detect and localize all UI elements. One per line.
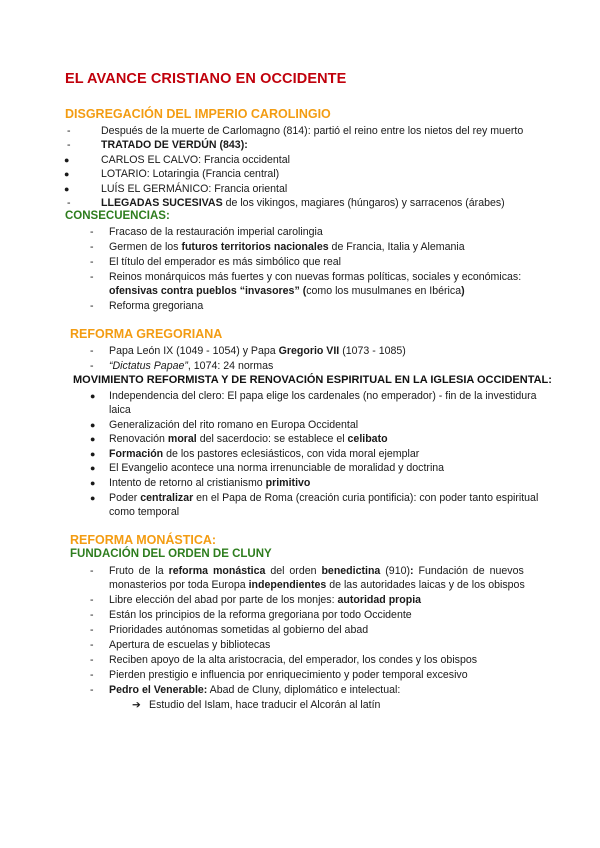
text-span: de las autoridades laicas y de los obispos xyxy=(326,579,525,591)
page-title: EL AVANCE CRISTIANO EN OCCIDENTE xyxy=(65,71,347,87)
dash-marker: - xyxy=(90,654,94,666)
list-item xyxy=(109,491,538,505)
dash-marker: - xyxy=(90,684,94,696)
list-item: Fracaso de la restauración imperial carolingia xyxy=(109,226,323,238)
bullet-marker: ● xyxy=(64,169,70,179)
bold-text: primitivo xyxy=(265,477,311,489)
bullet-marker: ● xyxy=(90,463,96,473)
italic-text: “Dictatus Papae” xyxy=(109,360,188,372)
text-span: Papa León IX (1049 - 1054) y Papa xyxy=(109,345,279,357)
text-span: Fruto de la xyxy=(109,565,169,577)
list-item: Están los principios de la reforma gregoriana por todo Occidente xyxy=(109,609,412,621)
dash-marker: - xyxy=(67,125,71,137)
dash-marker: - xyxy=(67,139,71,151)
bullet-marker: ● xyxy=(90,420,96,430)
list-item xyxy=(109,344,406,358)
bold-text: Gregorio VII xyxy=(278,345,340,357)
dash-marker: - xyxy=(67,197,71,209)
list-item: Reforma gregoriana xyxy=(109,300,204,312)
bold-text: reforma monástica xyxy=(168,565,266,577)
dash-marker: - xyxy=(90,639,94,651)
bullet-marker: ● xyxy=(64,184,70,194)
text-span: del sacerdocio: se establece el xyxy=(196,433,348,445)
text-line: Después de la muerte de Carlomagno (814): partió el reino entre los nietos del rey muerto xyxy=(101,125,524,137)
arrow-icon: ➔ xyxy=(132,699,141,711)
dash-marker: - xyxy=(90,256,94,268)
dash-marker: - xyxy=(90,565,94,577)
bold-text: autoridad propia xyxy=(337,594,422,606)
dash-marker: - xyxy=(90,241,94,253)
bold-text: ) xyxy=(461,285,465,297)
dash-marker: - xyxy=(90,669,94,681)
list-item xyxy=(109,564,537,578)
dash-marker: - xyxy=(90,300,94,312)
list-item: LUÍS EL GERMÁNICO: Francia oriental xyxy=(101,183,288,195)
bold-text: Pedro el Venerable: xyxy=(109,684,208,696)
list-item xyxy=(109,683,400,697)
text-span: como los musulmanes en Ibérica xyxy=(306,285,462,297)
list-item: Reinos monárquicos más fuertes y con nuevas formas políticas, sociales y económicas: xyxy=(109,271,522,283)
text-line xyxy=(101,196,505,210)
bullet-marker: ● xyxy=(90,434,96,444)
list-item: Generalización del rito romano en Europa Occidental xyxy=(109,419,359,431)
dash-marker: - xyxy=(90,360,94,372)
dash-marker: - xyxy=(90,271,94,283)
text-span: Intento de retorno al cristianismo xyxy=(109,477,266,489)
sub-list-item: Estudio del Islam, hace traducir el Alcorán al latín xyxy=(149,699,381,711)
bold-text: moral xyxy=(167,433,197,445)
bold-text: benedictina xyxy=(321,565,381,577)
list-item: Reciben apoyo de la alta aristocracia, del emperador, los condes y los obispos xyxy=(109,654,478,666)
text-span: Libre elección del abad por parte de los monjes: xyxy=(109,594,338,606)
bullet-marker: ● xyxy=(64,155,70,165)
bold-text: : xyxy=(410,565,414,577)
list-item-continuation xyxy=(109,284,465,298)
list-item xyxy=(109,476,310,490)
dash-marker: - xyxy=(90,624,94,636)
movement-heading: MOVIMIENTO REFORMISTA Y DE RENOVACIÓN ESPIRITUAL EN LA IGLESIA OCCIDENTAL: xyxy=(73,374,552,386)
list-item: Pierden prestigio e influencia por enriquecimiento y poder temporal excesivo xyxy=(109,669,468,681)
treaty-heading: TRATADO DE VERDÚN (843): xyxy=(101,139,248,151)
list-item xyxy=(109,447,419,461)
list-item-continuation: como temporal xyxy=(109,506,180,518)
list-item: El título del emperador es más simbólico que real xyxy=(109,256,341,268)
dash-marker: - xyxy=(90,226,94,238)
bold-text: celibato xyxy=(347,433,388,445)
list-item: El Evangelio acontece una norma irrenunciable de moralidad y doctrina xyxy=(109,462,445,474)
list-item xyxy=(109,593,421,607)
bold-text: LLEGADAS SUCESIVAS xyxy=(101,197,223,209)
section-heading-gregoriana: REFORMA GREGORIANA xyxy=(70,327,223,341)
section-heading-disgregacion: DISGREGACIÓN DEL IMPERIO CAROLINGIO xyxy=(65,107,331,121)
bold-text: independientes xyxy=(248,579,327,591)
list-item xyxy=(109,432,388,446)
bold-text: ofensivas contra pueblos “invasores” ( xyxy=(109,285,307,297)
list-item-continuation: laica xyxy=(109,404,131,416)
text-span: de los vikingos, magiares (húngaros) y sarracenos (árabes) xyxy=(222,197,505,209)
bullet-marker: ● xyxy=(90,493,96,503)
text-span: Renovación xyxy=(109,433,168,445)
text-span: de Francia, Italia y Alemania xyxy=(328,241,465,253)
list-item: LOTARIO: Lotaringia (Francia central) xyxy=(101,168,280,180)
section-heading-consecuencias: CONSECUENCIAS: xyxy=(65,210,170,222)
section-heading-monastica: REFORMA MONÁSTICA: xyxy=(70,533,217,547)
text-span: en el Papa de Roma (creación curia pontificia): con poder tanto espiritual xyxy=(193,492,539,504)
text-span: , 1074: 24 normas xyxy=(187,360,274,372)
list-item: CARLOS EL CALVO: Francia occidental xyxy=(101,154,291,166)
text-span: Abad de Cluny, diplomático e intelectual: xyxy=(207,684,401,696)
text-span: (1073 - 1085) xyxy=(339,345,406,357)
dash-marker: - xyxy=(90,609,94,621)
text-span: de los pastores eclesiásticos, con vida moral ejemplar xyxy=(163,448,420,460)
list-item xyxy=(109,359,273,373)
dash-marker: - xyxy=(90,345,94,357)
list-item: Independencia del clero: El papa elige los cardenales (no emperador) - fin de la investidura xyxy=(109,390,537,402)
bullet-marker: ● xyxy=(90,449,96,459)
list-item: Prioridades autónomas sometidas al gobierno del abad xyxy=(109,624,369,636)
text-span: del orden xyxy=(265,565,322,577)
list-item xyxy=(109,240,465,254)
subheading-cluny: FUNDACIÓN DEL ORDEN DE CLUNY xyxy=(70,548,272,560)
text-span: (910) xyxy=(380,565,411,577)
bold-text: centralizar xyxy=(140,492,194,504)
bullet-marker: ● xyxy=(90,478,96,488)
text-span: Germen de los xyxy=(109,241,182,253)
text-span: Fundación de nuevos xyxy=(413,565,524,577)
text-span: monasterios por toda Europa xyxy=(109,579,249,591)
dash-marker: - xyxy=(90,594,94,606)
text-span: Poder xyxy=(109,492,141,504)
bold-text: futuros territorios nacionales xyxy=(181,241,329,253)
bullet-marker: ● xyxy=(90,391,96,401)
list-item-continuation xyxy=(109,578,525,592)
bold-text: Formación xyxy=(109,448,164,460)
list-item: Apertura de escuelas y bibliotecas xyxy=(109,639,271,651)
